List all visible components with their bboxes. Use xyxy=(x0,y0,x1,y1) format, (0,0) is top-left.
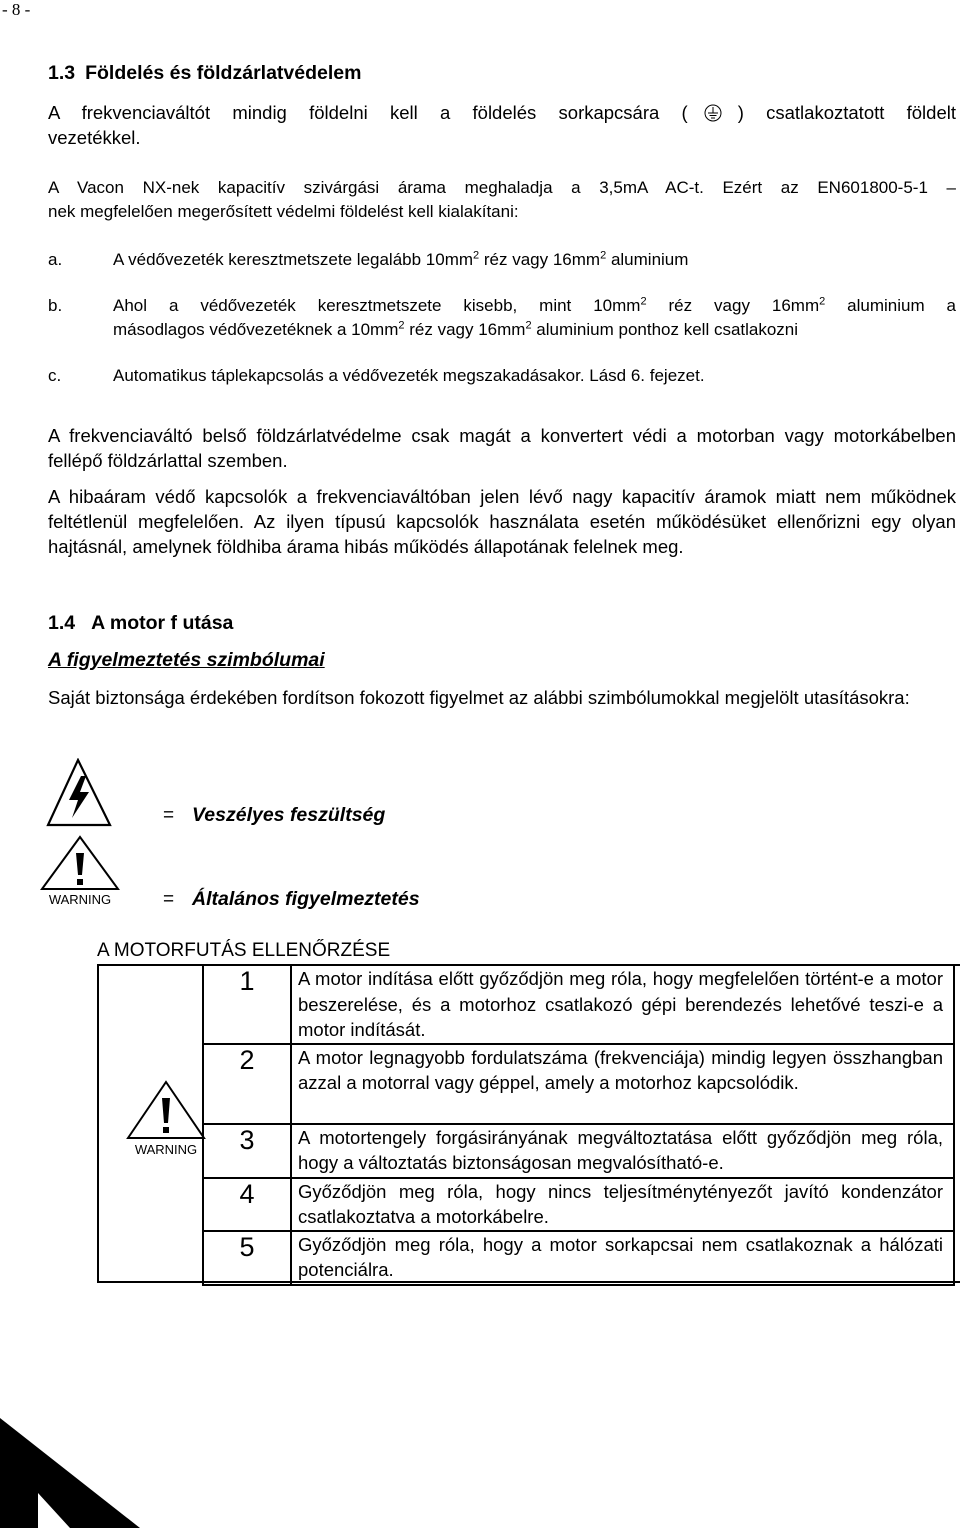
label-text: Veszélyes feszültség xyxy=(192,804,386,826)
leakage-paragraph-line2: nek megfelelően megerősített védelmi földelést kell kialakítani: xyxy=(48,202,519,221)
superscript: 2 xyxy=(819,295,826,308)
superscript: 2 xyxy=(600,249,607,262)
section-number: 1.4 xyxy=(48,612,76,634)
dangerous-voltage-label xyxy=(192,804,385,827)
corner-page-marker xyxy=(0,1418,140,1528)
text: másodlagos védővezetéknek a 10mm xyxy=(113,320,399,339)
grounding-paragraph-line2: vezetékkel. xyxy=(48,127,141,148)
step-row xyxy=(203,1178,954,1231)
text: aluminium xyxy=(606,250,689,269)
grounding-text-after: ) csatlakoztatott földelt xyxy=(737,102,956,123)
checklist-warning-icon xyxy=(126,1080,206,1160)
motor-check-title: A MOTORFUTÁS ELLENŐRZÉSE xyxy=(97,940,391,961)
section-title: A motor f utása xyxy=(91,612,234,634)
list-marker-a: a. xyxy=(48,250,63,269)
step-text: A motortengely forgásirányának megváltoztatása előtt győződjön meg róla, hogy a változtatás biztonságosan megvalósítható-e. xyxy=(291,1124,954,1178)
text: aluminium ponthoz kell csatlakozni xyxy=(531,320,799,339)
warning-caption: WARNING xyxy=(134,1142,198,1157)
rcd-paragraph: A hibaáram védő kapcsolók a frekvenciaváltóban jelen lévő nagy kapacitív áramok miatt nem működnek feltétlenül megfelelően. Az ilyen típusú kapcsolók használata esetén működésüket ellenőrizni egy olyan hajtásnál, amelynek földhiba árama hibás működés állapotának felelnek meg. xyxy=(48,486,956,557)
step-row xyxy=(203,1044,954,1124)
internal-protection-paragraph: A frekvenciaváltó belső földzárlatvédelme csak magát a konvertert védi a motorban vagy motorkábelben fellépő földzárlattal szemben. xyxy=(48,425,956,471)
equals-sign: = xyxy=(163,805,175,826)
superscript: 2 xyxy=(640,295,647,308)
corner-page-number: 1 xyxy=(56,1492,67,1512)
step-row xyxy=(203,965,954,1044)
warning-symbols-subtitle: A figyelmeztetés szimbólumai xyxy=(48,649,325,671)
step-row xyxy=(203,1231,954,1285)
text: A védővezeték keresztmetszete legalább 10mm xyxy=(113,250,474,269)
step-text: A motor indítása előtt győződjön meg róla, hogy megfelelően történt-e a motor beszerelése, és a motorhoz csatlakozó gépi berendezés lehetővé teszi-e a motor indítását. xyxy=(291,965,954,1044)
list-item-b-line1 xyxy=(113,294,956,318)
step-text: Győződjön meg róla, hogy nincs teljesítménytényezőt javító kondenzátor csatlakoztatva a motorkábelre. xyxy=(291,1178,954,1231)
section-title: Földelés és földzárlatvédelem xyxy=(85,62,362,84)
step-text: A motor legnagyobb fordulatszáma (frekvenciája) mindig legyen összhangban azzal a motorral vagy géppel, amely a motorhoz kapcsolódik. xyxy=(291,1044,954,1124)
label-text: Általános figyelmeztetés xyxy=(192,888,420,910)
grounding-text-before: A frekvenciaváltót mindig földelni kell a földelés sorkapcsára ( xyxy=(48,102,688,123)
superscript: 2 xyxy=(473,249,480,262)
list-marker-c: c. xyxy=(48,366,62,385)
step-number: 4 xyxy=(203,1178,291,1231)
step-number: 5 xyxy=(203,1231,291,1285)
list-item-c: Automatikus táplekapcsolás a védővezeték megszakadásakor. Lásd 6. fejezet. xyxy=(113,366,705,385)
symbols-intro-paragraph: Saját biztonsága érdekében fordítson fokozott figyelmet az alábbi szimbólumokkal megjelölt utasításokra: xyxy=(48,687,910,708)
superscript: 2 xyxy=(525,319,532,332)
section-number: 1.3 xyxy=(48,62,76,84)
text: réz vagy 16mm xyxy=(404,320,526,339)
high-voltage-icon xyxy=(46,758,112,828)
list-marker-b: b. xyxy=(48,296,63,315)
step-number: 3 xyxy=(203,1124,291,1178)
ground-terminal-icon xyxy=(704,103,722,121)
leakage-paragraph-line1: A Vacon NX-nek kapacitív szivárgási árama meghaladja a 3,5mA AC-t. Ezért az EN601800-5-1 – xyxy=(48,178,956,197)
step-number: 1 xyxy=(203,965,291,1044)
warning-caption: WARNING xyxy=(48,892,112,907)
text: réz vagy 16mm xyxy=(479,250,601,269)
motor-check-steps xyxy=(202,964,955,1286)
section-heading-1-3 xyxy=(48,62,361,85)
step-text: Győződjön meg róla, hogy a motor sorkapcsai nem csatlakoznak a hálózati potenciálra. xyxy=(291,1231,954,1285)
grounding-paragraph-line1 xyxy=(48,100,956,125)
general-warning-icon xyxy=(40,835,120,910)
section-heading-1-4 xyxy=(48,612,233,635)
page-number: - 8 - xyxy=(2,0,31,19)
text: réz vagy 16mm xyxy=(646,296,820,315)
equals-sign: = xyxy=(163,889,175,910)
superscript: 2 xyxy=(398,319,405,332)
list-item-b-line2 xyxy=(113,318,798,342)
general-warning-label xyxy=(192,888,420,911)
step-number: 2 xyxy=(203,1044,291,1124)
step-row xyxy=(203,1124,954,1178)
text: aluminium a xyxy=(825,296,957,315)
list-item-a xyxy=(113,248,688,272)
text: Ahol a védővezeték keresztmetszete kisebb, mint 10mm xyxy=(113,296,641,315)
